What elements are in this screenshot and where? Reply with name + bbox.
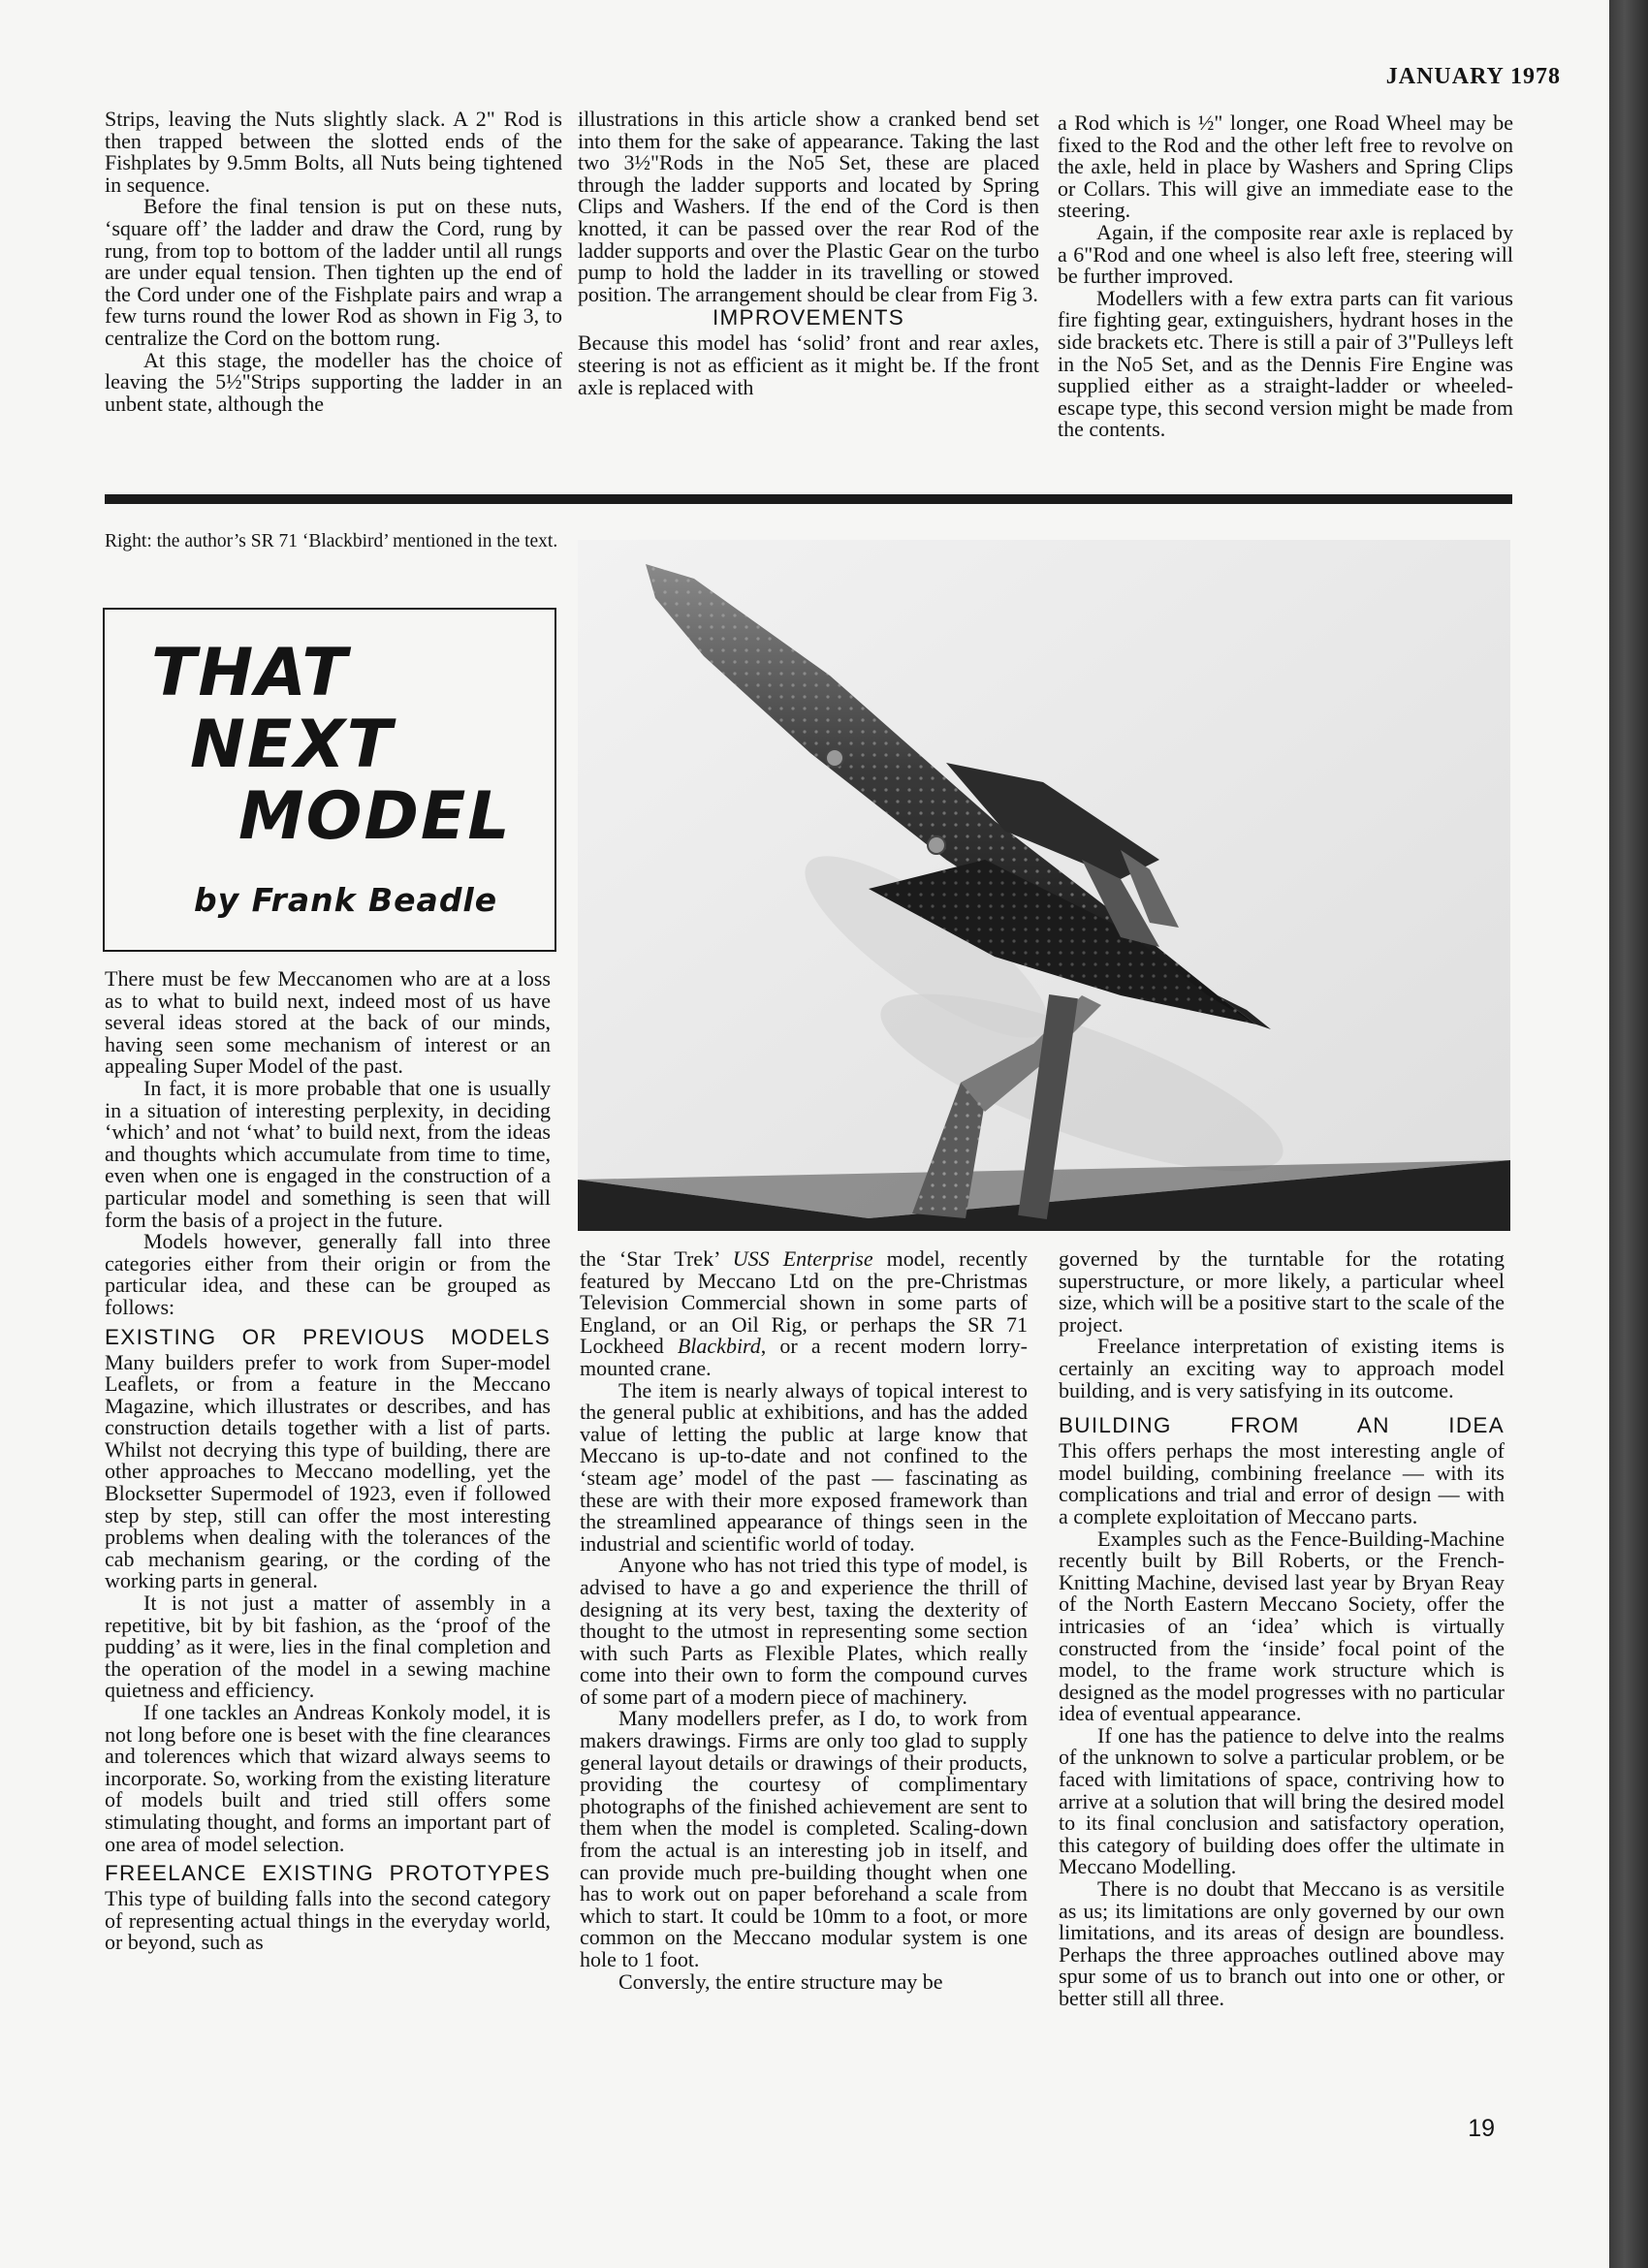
paragraph: In fact, it is more probable that one is usually in a situation of interesting perplexity, in deciding ‘which’ and not ‘what’ to build next, from the ideas and thoughts which accumulate from time to time, even when one is engaged in the construction of a particular model and something is seen that will form the basis of a project in the future. — [105, 1075, 551, 1232]
paragraph: illustrations in this article show a cranked bend set into them for the sake of appearance. Taking the last two 3½"Rods in the No5 Set, these are placed through the ladder supports and located by Spring Clips and Washers. If the end of the Cord is then knotted, it can be passed over the rear Rod of the ladder supports and over the Plastic Gear on the turbo pump to hold the ladder in its travelling or stowed position. The arrangement should be clear from Fig 3. — [578, 107, 1039, 306]
paragraph: This type of building falls into the second category of representing actual things in the everyday world, or beyond, such as — [105, 1886, 551, 1955]
text-run: the ‘Star Trek’ — [580, 1246, 733, 1271]
page-number: 19 — [1468, 2115, 1495, 2142]
article-title-box — [103, 608, 556, 952]
paragraph: This offers perhaps the most interesting angle of model building, combining freelance — with its complications and trial and error of design — with a complete exploitation of Meccano parts. — [1059, 1438, 1505, 1528]
paragraph: Before the final tension is put on these nuts, ‘square off’ the ladder and draw the Cord, rung by rung, from top to bottom of the ladder until all rungs are under equal tension. Then tighten up the end of the Cord under one of the Fishplate pairs and wrap a few turns round the lower Rod as shown in Fig 3, to centralize the Cord on the bottom rung. — [105, 194, 562, 350]
top-column-2 — [578, 109, 1039, 398]
paragraph: Again, if the composite rear axle is replaced by a 6"Rod and one wheel is also left free, steering will be further improved. — [1058, 219, 1513, 289]
title-line-1: THAT — [151, 635, 349, 711]
paragraph: Anyone who has not tried this type of model, is advised to have a go and experience the thrill of designing at its very best, taxing the dexterity of thought to the utmost in representing some section with such Parts as Flexible Plates, which really come into their own to form the compound curves of some part of a modern piece of machinery. — [580, 1553, 1028, 1709]
article-column-3 — [1059, 1248, 1505, 2010]
paragraph: Many builders prefer to work from Super-model Leaflets, or from a feature in the Meccano Magazine, which illustrates or describes, and has construction details together with a list of parts. Whilst not decrying this type of building, there are other approaches to Meccano modelling, yet the Blocksetter Supermodel of 1923, even if followed step by step, still can offer the most interesting problems when dealing with the tolerances of the cab mechanism gearing, or the cording of the working parts in general. — [105, 1349, 551, 1593]
italic-aircraft-name: Blackbird — [677, 1334, 761, 1359]
paragraph: At this stage, the modeller has the choice of leaving the 5½"Strips supporting the ladder in an unbent state, although the — [105, 347, 562, 416]
paragraph: Examples such as the Fence-Building-Machine recently built by Bill Roberts, or the French-Knitting Machine, devised last year by Bryan Reay of the North Eastern Meccano Society, offer the intricasies of an ‘idea’ which is virtually constructed from the ‘inside’ focal point of the model, to the frame work structure which is designed as the model progresses with no particular idea of eventual appearance. — [1059, 1526, 1505, 1726]
top-column-1 — [105, 109, 562, 415]
paragraph: If one has the patience to delve into the realms of the unknown to solve a particular problem, or be faced with limitations of space, contriving how to arrive at a solution that will bring the desired model to its final conclusion and satisfactory operation, this category of building does offer the ultimate in Meccano Modelling. — [1059, 1722, 1505, 1879]
paragraph: Strips, leaving the Nuts slightly slack. A 2" Rod is then trapped between the slotted ends of the Fishplates by 9.5mm Bolts, all Nuts being tightened in sequence. — [105, 107, 562, 197]
section-divider — [105, 494, 1512, 504]
paragraph: If one tackles an Andreas Konkoly model, it is not long before one is beset with the fine clearances and tolerences which that wizard always seems to incorporate. So, working from the existing literature of models built and tried still offers some stimulating thought, and forms an important part of one area of model selection. — [105, 1700, 551, 1856]
paragraph: Many modellers prefer, as I do, to work from makers drawings. Firms are only too glad to supply general layout details or drawings of their products, providing the courtesy of complimentary photographs of the finished achievement are sent to them when the model is completed. Scaling-down from the actual is an interesting job in itself, and can provide much pre-building thought when one has to work out on paper beforehand a scale from which to start. It could be 10mm to a foot, or more common on the Meccano modular system is one hole to 1 foot. — [580, 1706, 1028, 1971]
page-edge-shadow — [1609, 0, 1648, 2268]
title-line-3: MODEL — [238, 778, 512, 855]
photo-caption: Right: the author’s SR 71 ‘Blackbird’ mentioned in the text. — [105, 531, 558, 551]
section-heading-freelance: FREELANCE EXISTING PROTOTYPES — [105, 1861, 551, 1886]
top-column-3 — [1058, 112, 1513, 441]
title-line-2: NEXT — [190, 707, 395, 783]
paragraph: The item is nearly always of topical interest to the general public at exhibitions, and has the added value of letting the public at large know that Meccano is up-to-date and not confined to the ‘steam age’ model of the past — fascinating as these are with their more exposed framework than the streamlined appearance of things seen in the industrial and scientific world of today. — [580, 1377, 1028, 1556]
paragraph: Conversly, the entire structure may be — [618, 1969, 943, 1994]
text-run: , or a recent modern lorry-mounted crane. — [580, 1334, 1028, 1380]
paragraph — [580, 1248, 1028, 1380]
section-heading-existing-models: EXISTING OR PREVIOUS MODELS — [105, 1324, 551, 1349]
paragraph: Because this model has ‘solid’ front and rear axles, steering is not as efficient as it might be. If the front axle is replaced with — [578, 331, 1039, 399]
italic-ship-name: USS Enterprise — [732, 1246, 873, 1271]
paragraph: Models however, generally fall into three categories either from their origin or from the particular idea, and these can be grouped as follows: — [105, 1229, 551, 1319]
paragraph: governed by the turntable for the rotating superstructure, or more likely, a particular wheel size, which will be a positive start to the scale of the project. — [1059, 1246, 1505, 1337]
section-heading-improvements: IMPROVEMENTS — [712, 305, 905, 331]
article-column-2 — [580, 1248, 1028, 1993]
paragraph: Freelance interpretation of existing items is certainly an exciting way to approach model building, and is very satisfying in its outcome. — [1059, 1334, 1505, 1402]
article-column-1 — [105, 968, 551, 1954]
paragraph: There must be few Meccanomen who are at a loss as to what to build next, indeed most of us have several ideas stored at the back of our minds, having seen some mechanism of interest or an appealing Super Model of the past. — [105, 966, 551, 1079]
sr71-model-photo — [578, 540, 1510, 1231]
author-byline: by Frank Beadle — [194, 881, 498, 919]
paragraph: There is no doubt that Meccano is as versitile as us; its limitations are only governed by our own limitations, and its areas of design are boundless. Perhaps the three approaches outlined above may spur some of us to branch out into one or other, or better still all three. — [1059, 1876, 1505, 2010]
text-run: model, recently featured by Meccano Ltd on the pre-Christmas Television Commercial shown in some parts of England, or an Oil Rig, or perhaps the SR 71 Lockheed — [580, 1246, 1028, 1359]
paragraph: Modellers with a few extra parts can fit various fire fighting gear, extinguishers, hydrant hoses in the side brackets etc. There is still a pair of 3"Pulleys left in the No5 Set, and as the Dennis Fire Engine was supplied either as a straight-ladder or wheeled-escape type, this second version might be made from the contents. — [1058, 285, 1513, 442]
section-heading-building-from-idea: BUILDING FROM AN IDEA — [1059, 1413, 1505, 1438]
paragraph: It is not just a matter of assembly in a repetitive, bit by bit fashion, as the ‘proof of the pudding’ as it were, lies in the final completion and the operation of the model in a sewing machine quietness and efficiency. — [105, 1591, 551, 1703]
issue-date-header: JANUARY 1978 — [1385, 64, 1561, 89]
paragraph: a Rod which is ½" longer, one Road Wheel may be fixed to the Rod and the other left free to revolve on the axle, held in place by Washers and Spring Clips or Collars. This will give an immediate ease to the steering. — [1058, 110, 1513, 223]
